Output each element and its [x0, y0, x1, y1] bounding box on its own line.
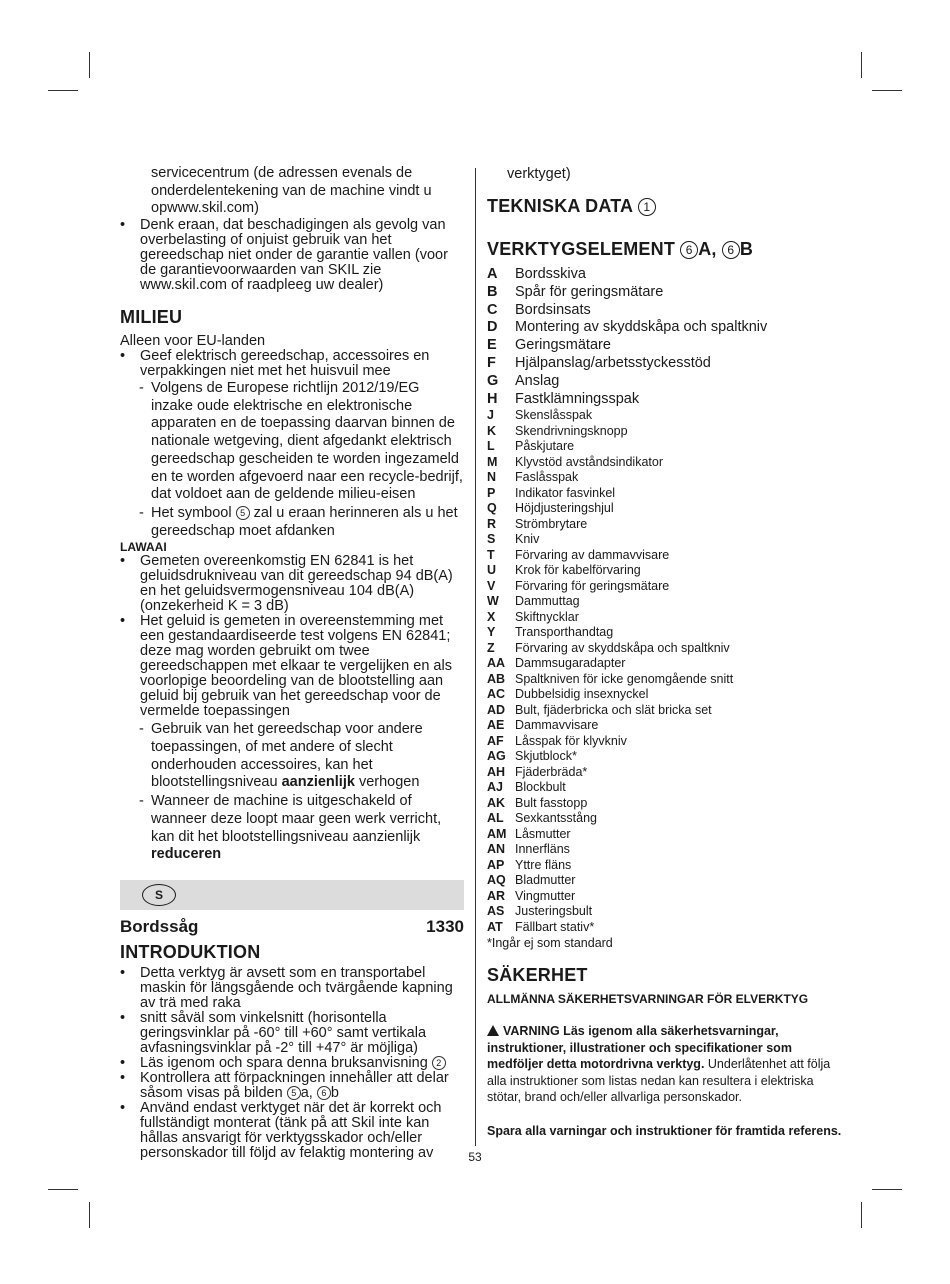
part-list-item [487, 455, 842, 471]
part-label: Förvaring av dammavvisare [515, 547, 670, 562]
part-letter: M [487, 454, 498, 469]
crop-mark [89, 52, 90, 78]
part-label: Montering av skyddskåpa och spaltkniv [515, 319, 768, 336]
page-number: 53 [468, 1150, 482, 1164]
left-column [120, 165, 464, 1161]
part-letter: AJ [487, 780, 503, 795]
part-label: Innerfläns [515, 842, 570, 857]
save-instructions: Spara alla varningar och instruktioner för framtida referens. [487, 1123, 842, 1138]
part-letter: AC [487, 687, 506, 702]
part-letter: X [487, 609, 496, 624]
milieu-bullet: • Geef elektrisch gereedschap, accessoires en verpakkingen niet met het huisvuil mee [120, 348, 430, 379]
bullet-warranty: • Denk eraan, dat beschadigingen als gevolg van overbelasting of onjuist gebruik van het gereedschap niet onder de garantie vallen (voor de garantievoorwaarden van SKIL zie www.skil.com of raadpleeg uw dealer) [120, 216, 448, 293]
part-letter: A [487, 266, 498, 282]
lawaai-bullet-standard: • Het geluid is gemeten in overeenstemming met een gestandaardiseerde test volgens EN 62841; deze mag worden gebruikt om twee gereedschappen met elkaar te vergelijken en als voorlopige beoordeling van de blootstelling aan geluid bij gebruik van het gereedschap voor de vermelde toepassingen [120, 613, 452, 720]
part-letter: R [487, 516, 497, 531]
part-letter: E [487, 337, 497, 354]
crop-mark [861, 52, 862, 78]
part-letter: D [487, 319, 498, 336]
part-letter: C [487, 301, 498, 318]
bullet-icon: • [120, 216, 126, 233]
intro-bullet-package: • Kontrollera att förpackningen innehåller att delar såsom visas på bilden 5 a, 6 b [120, 1069, 449, 1101]
part-label: Skenslåsspak [515, 408, 593, 423]
part-letter: J [487, 408, 494, 423]
part-letter: AS [487, 904, 505, 919]
part-label: Kniv [515, 532, 540, 547]
part-list-item [487, 337, 842, 355]
part-letter: AR [487, 888, 506, 903]
part-list-item [487, 302, 842, 320]
column-divider [475, 168, 476, 1146]
figure-number-icon: 5 [287, 1086, 301, 1100]
part-list-item [487, 610, 842, 626]
part-list-item [487, 391, 842, 409]
part-label: Skjutblock* [515, 749, 577, 764]
part-list-item [487, 579, 842, 595]
part-list-item [487, 734, 842, 750]
part-list-item [487, 319, 842, 337]
part-list-item [487, 842, 842, 858]
introduktion-heading: INTRODUKTION [120, 941, 261, 962]
part-letter: U [487, 563, 497, 578]
part-list-item [487, 672, 842, 688]
part-letter: AQ [487, 873, 506, 888]
part-list-item [487, 780, 842, 796]
bullet-icon: • [120, 613, 126, 630]
part-list-item [487, 625, 842, 641]
part-list-item [487, 373, 842, 391]
part-letter: AA [487, 656, 506, 671]
part-label: Dammuttag [515, 594, 580, 609]
part-label: Strömbrytare [515, 516, 588, 531]
part-label: Transporthandtag [515, 625, 614, 640]
part-letter: AP [487, 857, 505, 872]
lawaai-bullet-measured: • Gemeten overeenkomstig EN 62841 is het geluidsdrukniveau van dit gereedschap 94 dB(A) en het geluidsvermogensniveau 104 dB(A) (onzekerheid K = 3 dB) [120, 553, 453, 615]
part-list-item [487, 904, 842, 920]
warning-icon [487, 1025, 499, 1036]
intro-bullet-assembly: • Använd endast verktyget när det är korrekt och fullständigt monterat (tänk på att Skil inte kan hållas ansvarigt för verktygsskador och/eller personskador till följd av felaktig montering av [120, 1099, 442, 1161]
part-label: Påskjutare [515, 439, 575, 454]
part-list-item [487, 470, 842, 486]
milieu-sub-directive: - Volgens de Europese richtlijn 2012/19/EG inzake oude elektrische en elektronische apparaten en de toepassing daarvan binnen de nationale wetgeving, dient afgedankt elektrisch gereedschap gescheiden te worden ingezameld en te worden afgevoerd naar een recycle-bedrijf, dat voldoet aan de geldende milieu-eisen [139, 380, 463, 503]
part-letter: AF [487, 733, 504, 748]
part-label: Dubbelsidig insexnyckel [515, 687, 649, 702]
service-continuation: servicecentrum (de adressen evenals de onderdelentekening van de machine vindt u opwww.skil.com) [151, 165, 432, 216]
part-label: Bult fasstopp [515, 795, 588, 810]
part-label: Sexkantsstång [515, 811, 597, 826]
part-list-item [487, 355, 842, 373]
part-label: Bladmutter [515, 873, 576, 888]
language-badge: S [142, 884, 176, 906]
part-list-item [487, 858, 842, 874]
part-label: Hjälpanslag/arbetsstyckesstöd [515, 354, 711, 371]
part-list-item [487, 718, 842, 734]
bullet-icon: • [120, 553, 126, 570]
sakerhet-heading: SÄKERHET [487, 965, 588, 986]
part-list-item [487, 687, 842, 703]
part-letter: AG [487, 749, 506, 764]
part-label: Förvaring för geringsmätare [515, 578, 670, 593]
part-label: Fjäderbräda* [515, 764, 588, 779]
part-label: Förvaring av skyddskåpa och spaltkniv [515, 640, 730, 655]
part-label: Spaltkniven för icke genomgående snitt [515, 671, 734, 686]
part-letter: AL [487, 811, 504, 826]
warning-paragraph: VARNING Läs igenom alla säkerhetsvarningar, instruktioner, illustrationer och specifikationer som medföljer detta motordrivna verktyg. Underlåtenhet att följa alla instruktioner som listas nedan kan resultera i elektriska stötar, brand och/eller allvarliga personskador. [487, 1024, 831, 1105]
bullet-icon: • [120, 1099, 126, 1116]
part-letter: AD [487, 702, 506, 717]
part-label: Bult, fjäderbricka och slät bricka set [515, 702, 712, 717]
figure-number-icon: 5 [236, 506, 250, 520]
tekniska-heading: TEKNISKA DATA 1 [487, 196, 842, 217]
part-label: Geringsmätare [515, 337, 611, 354]
part-list-item [487, 656, 842, 672]
part-letter: W [487, 594, 499, 609]
bullet-icon: • [120, 964, 126, 981]
part-letter: V [487, 578, 496, 593]
part-label: Fällbart stativ* [515, 919, 595, 934]
part-label: Bordsskiva [515, 266, 586, 282]
part-letter: AT [487, 919, 503, 934]
part-list-item [487, 408, 842, 424]
intro-bullet-manual: • Läs igenom och spara denna bruksanvisning 2 [120, 1056, 464, 1071]
part-label: Yttre fläns [515, 857, 572, 872]
sakerhet-subheading: ALLMÄNNA SÄKERHETSVARNINGAR FÖR ELVERKTYG [487, 992, 809, 1007]
crop-mark [872, 90, 902, 91]
part-list-item [487, 424, 842, 440]
part-list-item [487, 641, 842, 657]
parts-list-small [487, 408, 842, 935]
part-label: Fastklämningsspak [515, 390, 640, 407]
crop-mark [872, 1189, 902, 1190]
product-name: Bordssåg [120, 916, 199, 936]
part-label: Klyvstöd avståndsindikator [515, 454, 663, 469]
crop-mark [861, 1202, 862, 1228]
part-label: Justeringsbult [515, 904, 593, 919]
part-list-item [487, 532, 842, 548]
figure-number-icon: 6 [317, 1086, 331, 1100]
part-label: Krok för kabelförvaring [515, 563, 641, 578]
part-label: Spår för geringsmätare [515, 283, 664, 300]
figure-number-icon: 2 [432, 1056, 446, 1070]
crop-mark [48, 1189, 78, 1190]
part-list-item [487, 703, 842, 719]
bullet-icon: • [120, 348, 126, 364]
milieu-lead: Alleen voor EU-landen [120, 332, 266, 349]
figure-number-icon: 1 [638, 198, 656, 216]
intro-bullet-angles: • snitt såväl som vinkelsnitt (horisontella geringsvinklar på -60° till +60° samt vertikala avfasningsvinklar på -2° till +47° är möjliga) [120, 1009, 427, 1056]
part-letter: AK [487, 795, 506, 810]
part-label: Skiftnycklar [515, 609, 579, 624]
part-list-item [487, 486, 842, 502]
part-letter: T [487, 547, 495, 562]
right-continuation: verktyget) [507, 166, 571, 182]
part-label: Dammsugaradapter [515, 656, 626, 671]
part-letter: B [487, 283, 498, 300]
part-list-item [487, 920, 842, 936]
part-letter: AH [487, 764, 506, 779]
part-list-item [487, 811, 842, 827]
part-list-item [487, 501, 842, 517]
part-list-item [487, 873, 842, 889]
part-label: Skendrivningsknopp [515, 423, 628, 438]
product-number: 1330 [426, 916, 464, 936]
part-letter: L [487, 439, 495, 454]
part-list-item [487, 827, 842, 843]
lawaai-sub-increase: - Gebruik van het gereedschap voor andere toepassingen, of met andere of slecht onderhouden accessoires, kan het blootstellingsniveau aanzienlijk verhogen [139, 721, 423, 791]
part-letter: AB [487, 671, 506, 686]
bullet-icon: • [120, 1009, 126, 1026]
part-label: Anslag [515, 372, 560, 389]
part-letter: P [487, 485, 496, 500]
parts-list-large [487, 266, 842, 408]
lawaai-heading: LAWAAI [120, 540, 167, 555]
part-list-item [487, 563, 842, 579]
figure-number-icon: 6 [680, 241, 698, 259]
lawaai-sub-reduce: - Wanneer de machine is uitgeschakeld of wanneer deze loopt maar geen werk verricht, kan dit het blootstellingsniveau aanzienlijk reduceren [139, 793, 442, 863]
part-list-item [487, 266, 842, 284]
part-list-item [487, 765, 842, 781]
part-label: Höjdjusteringshjul [515, 501, 614, 516]
part-label: Bordsinsats [515, 301, 591, 318]
part-list-item [487, 548, 842, 564]
milieu-heading: MILIEU [120, 306, 183, 327]
part-letter: Q [487, 501, 497, 516]
part-letter: G [487, 372, 499, 389]
verktygselement-heading: VERKTYGSELEMENT 6 A, 6 B [487, 239, 754, 259]
crop-mark [89, 1202, 90, 1228]
part-letter: N [487, 470, 497, 485]
part-list-item [487, 439, 842, 455]
language-bar [120, 880, 464, 910]
part-letter: S [487, 532, 496, 547]
part-letter: Z [487, 640, 495, 655]
part-list-item [487, 796, 842, 812]
part-label: Dammavvisare [515, 718, 599, 733]
part-label: Indikator fasvinkel [515, 485, 616, 500]
milieu-sub-symbol: - Het symbool 5 zal u eraan herinneren als u het gereedschap moet afdanken [139, 504, 458, 539]
part-letter: AM [487, 826, 507, 841]
intro-bullet-purpose: • Detta verktyg är avsett som en transportabel maskin för längsgående och tvärgående kapning av trä med raka [120, 964, 453, 1011]
part-letter: H [487, 390, 498, 407]
product-header [120, 916, 464, 938]
right-column [487, 165, 842, 1139]
bullet-icon: • [120, 1054, 126, 1071]
part-list-item [487, 284, 842, 302]
part-label: Låsspak för klyvkniv [515, 733, 627, 748]
part-label: Låsmutter [515, 826, 571, 841]
figure-number-icon: 6 [722, 241, 740, 259]
part-list-item [487, 517, 842, 533]
part-label: Blockbult [515, 780, 566, 795]
part-letter: Y [487, 625, 496, 640]
bullet-icon: • [120, 1069, 126, 1086]
part-letter: K [487, 423, 497, 438]
crop-mark [48, 90, 78, 91]
part-label: Vingmutter [515, 888, 576, 903]
part-label: Faslåsspak [515, 470, 579, 485]
footnote: *Ingår ej som standard [487, 936, 613, 951]
part-list-item [487, 749, 842, 765]
part-list-item [487, 594, 842, 610]
part-letter: AN [487, 842, 506, 857]
part-letter: F [487, 354, 496, 371]
part-list-item [487, 889, 842, 905]
part-letter: AE [487, 718, 505, 733]
